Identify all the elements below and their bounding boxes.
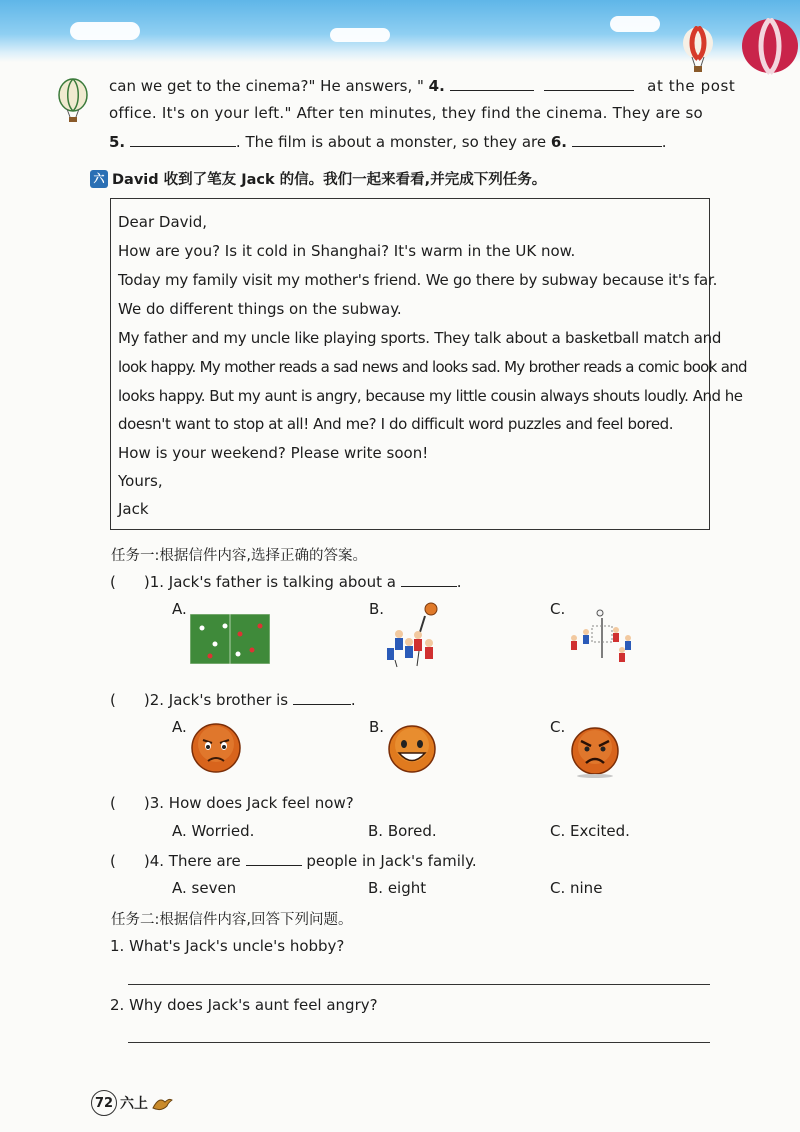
letter-line: Yours, xyxy=(118,472,163,490)
grade-label: 六上 xyxy=(120,1096,148,1112)
answer-blank[interactable] xyxy=(572,132,662,147)
option-label[interactable]: B. xyxy=(369,600,385,618)
passage-line-3 xyxy=(109,132,667,151)
option-label[interactable]: B. xyxy=(369,718,385,736)
task2-question-2: 2. Why does Jack's aunt feel angry? xyxy=(110,996,378,1014)
passage-text: office. It's on your left." After ten minutes, they find the cinema. They are so xyxy=(109,104,703,122)
section-title: David 收到了笔友 Jack 的信。我们一起来看看,并完成下列任务。 xyxy=(112,172,547,188)
answer-paren: ( xyxy=(110,794,116,812)
cloud-decoration xyxy=(610,16,660,32)
answer-paren: ( xyxy=(110,852,116,870)
passage-line-2 xyxy=(109,104,703,122)
happy-face-icon[interactable] xyxy=(387,724,437,774)
option-label[interactable]: A. xyxy=(172,718,187,736)
hot-air-balloon-icon xyxy=(680,26,716,74)
letter-line: Dear David, xyxy=(118,213,207,231)
letter-line: We do different things on the subway. xyxy=(118,300,402,318)
answer-blank[interactable] xyxy=(450,76,534,91)
bird-icon xyxy=(151,1094,173,1112)
question-text: 4. There are xyxy=(149,852,241,870)
passage-text: can we get to the cinema?" He answers, " xyxy=(109,77,424,95)
option-label[interactable]: A. Worried. xyxy=(172,822,255,840)
option-label[interactable]: B. Bored. xyxy=(368,822,437,840)
letter-line: How are you? Is it cold in Shanghai? It's warm in the UK now. xyxy=(118,242,576,260)
answer-blank[interactable] xyxy=(401,572,457,587)
answer-blank[interactable] xyxy=(293,690,351,705)
section-number-badge: 六 xyxy=(90,170,108,188)
task2-title: 任务二:根据信件内容,回答下列问题。 xyxy=(111,912,353,928)
letter-line: Today my family visit my mother's friend. We go there by subway because it's far. xyxy=(118,271,718,289)
question-text: 3. How does Jack feel now? xyxy=(149,794,354,812)
answer-paren: ( xyxy=(110,691,116,709)
answer-paren: ) xyxy=(143,794,150,812)
letter-line: Jack xyxy=(118,500,149,518)
hot-air-balloon-icon xyxy=(730,18,800,88)
question-text: . xyxy=(350,691,356,709)
option-label[interactable]: C. Excited. xyxy=(550,822,630,840)
passage-text: . xyxy=(661,133,667,151)
passage-text: at the post xyxy=(647,77,736,95)
task1-title: 任务一:根据信件内容,选择正确的答案。 xyxy=(111,548,367,564)
option-label[interactable]: A. xyxy=(172,600,187,618)
hot-air-balloon-icon xyxy=(56,78,90,124)
football-match-image[interactable] xyxy=(190,614,270,664)
letter-line: doesn't want to stop at all! And me? I do difficult word puzzles and feel bored. xyxy=(118,415,674,433)
answer-paren: ) xyxy=(143,573,150,591)
answer-blank[interactable] xyxy=(246,851,302,866)
blank-number: 4. xyxy=(428,77,445,95)
option-label[interactable]: B. eight xyxy=(368,879,427,897)
answer-paren: ( xyxy=(110,573,116,591)
answer-line[interactable] xyxy=(128,1042,710,1043)
option-label[interactable]: C. nine xyxy=(550,879,603,897)
passage-line-1 xyxy=(109,76,735,95)
question-text: 1. Jack's father is talking about a xyxy=(149,573,396,591)
letter-line: My father and my uncle like playing sports. They talk about a basketball match and xyxy=(118,329,722,347)
page-number: 72 xyxy=(91,1090,117,1116)
letter-line: looks happy. But my aunt is angry, because my little cousin always shouts loudly. And he xyxy=(118,387,743,405)
answer-blank[interactable] xyxy=(544,76,634,91)
question-4 xyxy=(110,851,477,870)
cloud-decoration xyxy=(70,22,140,40)
question-text: people in Jack's family. xyxy=(306,852,477,870)
question-text: 2. Jack's brother is xyxy=(149,691,289,709)
option-label[interactable]: C. xyxy=(550,718,566,736)
cloud-decoration xyxy=(330,28,390,42)
blank-number: 6. xyxy=(550,133,568,151)
question-3 xyxy=(110,794,354,812)
question-1 xyxy=(110,572,462,591)
section-heading xyxy=(90,168,546,189)
letter-box xyxy=(110,198,747,530)
basketball-match-image[interactable] xyxy=(385,602,447,668)
option-label[interactable]: C. xyxy=(550,600,566,618)
page-footer xyxy=(91,1090,173,1116)
blank-number: 5. xyxy=(109,133,126,151)
answer-line[interactable] xyxy=(128,984,710,985)
letter-line: look happy. My mother reads a sad news and looks sad. My brother reads a comic book and xyxy=(118,358,747,376)
worried-face-icon[interactable] xyxy=(190,722,242,774)
answer-paren: ) xyxy=(143,852,150,870)
question-2 xyxy=(110,690,356,709)
question-text: . xyxy=(456,573,462,591)
angry-face-icon[interactable] xyxy=(570,726,620,778)
answer-blank[interactable] xyxy=(130,132,236,147)
passage-text: . The film is about a monster, so they are xyxy=(235,133,547,151)
letter-line: How is your weekend? Please write soon! xyxy=(118,444,429,462)
task2-question-1: 1. What's Jack's uncle's hobby? xyxy=(110,937,345,955)
volleyball-match-image[interactable] xyxy=(566,608,638,664)
answer-paren: ) xyxy=(143,691,150,709)
option-label[interactable]: A. seven xyxy=(172,879,237,897)
